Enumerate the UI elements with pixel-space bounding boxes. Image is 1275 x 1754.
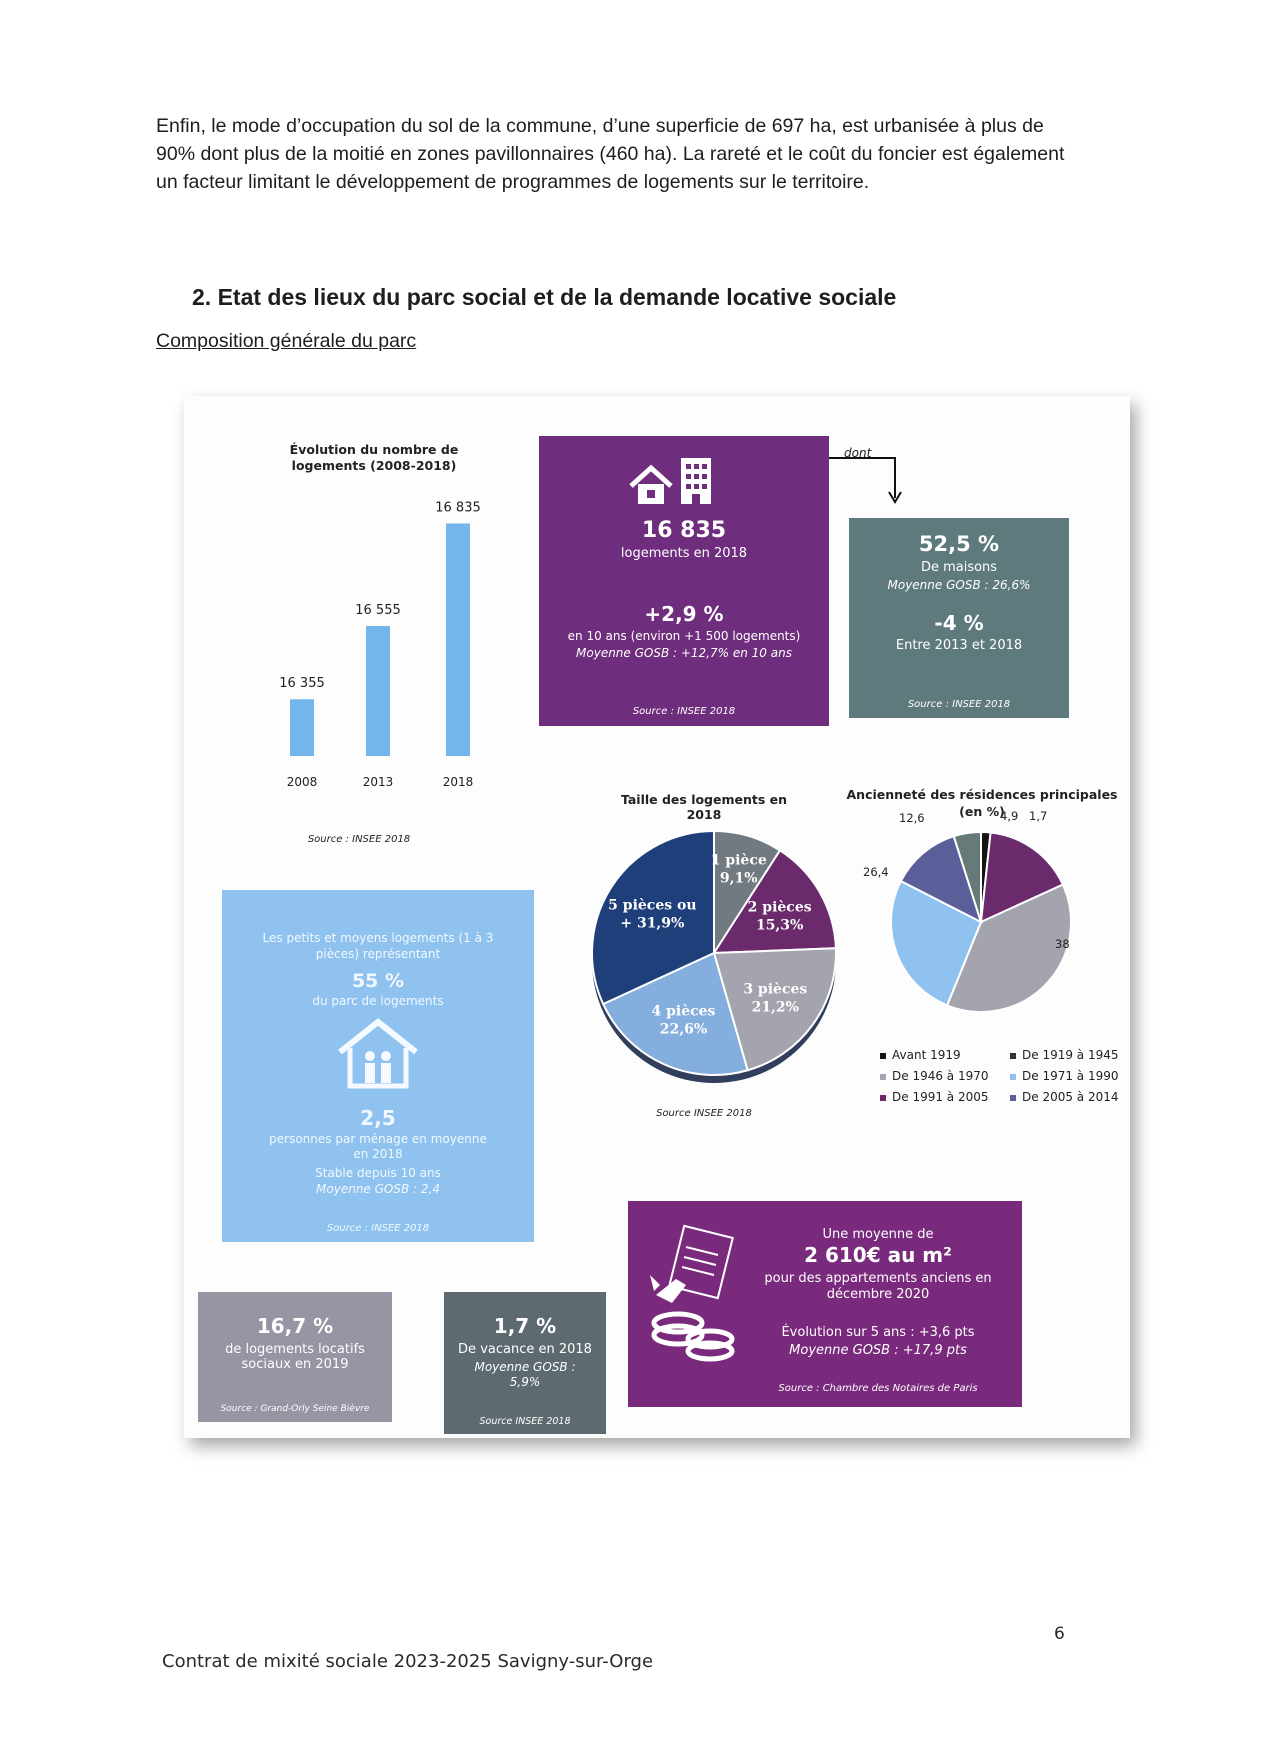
bar-value-label: 16 835 — [435, 500, 481, 516]
legend-item — [880, 1090, 989, 1104]
legend-label: Avant 1919 — [892, 1048, 961, 1062]
social-housing-label: de logements locatifs sociaux en 2019 — [225, 1342, 365, 1372]
pie-slice-label: 3 pièces — [743, 981, 808, 998]
pie-slice-value: 21,2% — [751, 999, 799, 1016]
houses-share-source: Source : INSEE 2018 — [907, 699, 1011, 710]
legend-item — [1010, 1069, 1119, 1083]
rooms-pie-source: Source INSEE 2018 — [656, 1108, 752, 1119]
price-label: pour des appartements anciens en décembre 2020 — [764, 1271, 992, 1302]
total-housing-source: Source : INSEE 2018 — [632, 706, 736, 717]
infographic — [184, 396, 1130, 1438]
houses-share-average: Moyenne GOSB : 26,6% — [887, 578, 1031, 592]
growth-value: +2,9 % — [644, 602, 724, 626]
legend-label: De 1971 à 1990 — [1022, 1069, 1119, 1083]
price-average: Moyenne GOSB : +17,9 pts — [789, 1343, 967, 1358]
price-evolution: Évolution sur 5 ans : +3,6 pts — [781, 1325, 975, 1340]
total-housing-label: logements en 2018 — [620, 546, 748, 561]
small-units-value: 55 % — [351, 970, 405, 992]
price-value: 2 610€ au m² — [804, 1243, 952, 1267]
social-housing-source: Source : Grand-Orly Seine Bièvre — [220, 1404, 370, 1414]
price-intro: Une moyenne de — [822, 1227, 934, 1242]
intro-paragraph: Enfin, le mode d’occupation du sol de la commune, d’une superficie de 697 ha, est urbanisée à plus de 90% dont plus de la moitié en zones pavillonnaires (460 ha). La rareté et le coût du foncier est également un facteur limitant le développement de programmes de logements sur le territoire. — [156, 115, 1065, 193]
rooms-pie-chart — [579, 818, 849, 1088]
bar — [446, 523, 470, 756]
legend-item — [1010, 1090, 1119, 1104]
house-building-icon — [629, 456, 729, 508]
pie-slice-label: 4 pièces — [651, 1003, 716, 1020]
persons-label: personnes par ménage en moyenne en 2018 — [269, 1132, 487, 1161]
age-pie-chart — [844, 809, 1094, 1014]
bar-tick-label: 2018 — [442, 775, 474, 789]
small-units-box — [222, 890, 534, 1242]
legend-label: De 1946 à 1970 — [892, 1069, 989, 1083]
houses-share-box — [849, 518, 1069, 718]
pie-value-label: 38 — [1055, 937, 1070, 951]
legend-swatch-icon — [1010, 1095, 1016, 1101]
legend-swatch-icon — [880, 1074, 886, 1080]
legend-swatch-icon — [1010, 1074, 1016, 1080]
price-source: Source : Chambre des Notaires de Paris — [778, 1383, 978, 1394]
connector-label: dont — [844, 446, 872, 460]
bar-tick-label: 2013 — [362, 775, 394, 789]
houses-change-value: -4 % — [934, 611, 984, 635]
legend-label: De 2005 à 2014 — [1022, 1090, 1119, 1104]
age-pie-title: Ancienneté des résidences principales (en %) — [846, 787, 1118, 819]
bar-value-label: 16 355 — [279, 676, 325, 692]
pie-slice-label: 2 pièces — [747, 899, 812, 916]
bar-chart — [244, 496, 481, 816]
section-heading: 2. Etat des lieux du parc social et de la demande locative sociale — [192, 284, 897, 310]
total-housing-box — [539, 436, 829, 726]
growth-average: Moyenne GOSB : +12,7% en 10 ans — [576, 646, 792, 660]
legend-swatch-icon — [1010, 1053, 1016, 1059]
subheading: Composition générale du parc — [156, 330, 417, 352]
vacancy-value: 1,7 % — [493, 1314, 557, 1338]
pie-slice-value: 22,6% — [659, 1021, 708, 1038]
total-housing-value: 16 835 — [641, 518, 727, 543]
legend-swatch-icon — [880, 1095, 886, 1101]
bar-value-label: 16 555 — [355, 603, 401, 619]
pie-slice-label: 5 pièces ou — [608, 897, 697, 914]
pie-slice-value: 15,3% — [755, 917, 804, 934]
persons-stable: Stable depuis 10 ans — [315, 1166, 441, 1180]
houses-change-detail: Entre 2013 et 2018 — [895, 638, 1023, 653]
legend-item — [880, 1048, 961, 1062]
persons-value: 2,5 — [360, 1106, 396, 1130]
price-box — [628, 1201, 1022, 1407]
rooms-pie-title: Taille des logements en 2018 — [620, 792, 788, 822]
legend-label: De 1919 à 1945 — [1022, 1048, 1119, 1062]
persons-average: Moyenne GOSB : 2,4 — [316, 1182, 440, 1196]
contract-coins-icon — [646, 1225, 742, 1375]
vacancy-box — [444, 1292, 606, 1434]
bar-chart-title: Évolution du nombre de logements (2008-2018) — [289, 442, 459, 473]
houses-share-label: De maisons — [920, 560, 998, 575]
page-number: 6 — [1054, 1624, 1065, 1644]
small-units-label: du parc de logements — [312, 994, 444, 1008]
houses-share-value: 52,5 % — [918, 532, 1000, 556]
pie-slice-value: + 31,9% — [620, 915, 685, 932]
social-housing-value: 16,7 % — [256, 1314, 334, 1338]
vacancy-average: Moyenne GOSB : 5,9% — [474, 1360, 576, 1389]
legend-label: De 1991 à 2005 — [892, 1090, 989, 1104]
pie-value-label: 1,7 — [1029, 809, 1048, 823]
legend-item — [880, 1069, 989, 1083]
vacancy-label: De vacance en 2018 — [458, 1342, 592, 1357]
pie-slice-label: 1 pièce — [710, 852, 767, 869]
connector-arrow-icon — [829, 436, 909, 508]
bar — [366, 626, 390, 756]
pie-value-label: 12,6 — [899, 811, 925, 825]
bar-chart-source: Source : INSEE 2018 — [307, 834, 411, 845]
legend-item — [1010, 1048, 1119, 1062]
pie-value-label: 26,4 — [863, 865, 889, 879]
pie-value-label: 4,9 — [1000, 809, 1019, 823]
small-units-intro: Les petits et moyens logements (1 à 3 pièces) représentant — [262, 931, 494, 961]
social-housing-box — [198, 1292, 392, 1422]
small-units-source: Source : INSEE 2018 — [326, 1223, 430, 1234]
legend-swatch-icon — [880, 1053, 886, 1059]
bar-tick-label: 2008 — [286, 775, 318, 789]
vacancy-source: Source INSEE 2018 — [479, 1416, 571, 1427]
footer-text: Contrat de mixité sociale 2023-2025 Savigny-sur-Orge — [162, 1651, 654, 1672]
pie-slice-value: 9,1% — [719, 870, 758, 887]
family-house-icon — [336, 1018, 420, 1088]
growth-detail: en 10 ans (environ +1 500 logements) — [567, 629, 801, 643]
bar — [290, 699, 314, 756]
